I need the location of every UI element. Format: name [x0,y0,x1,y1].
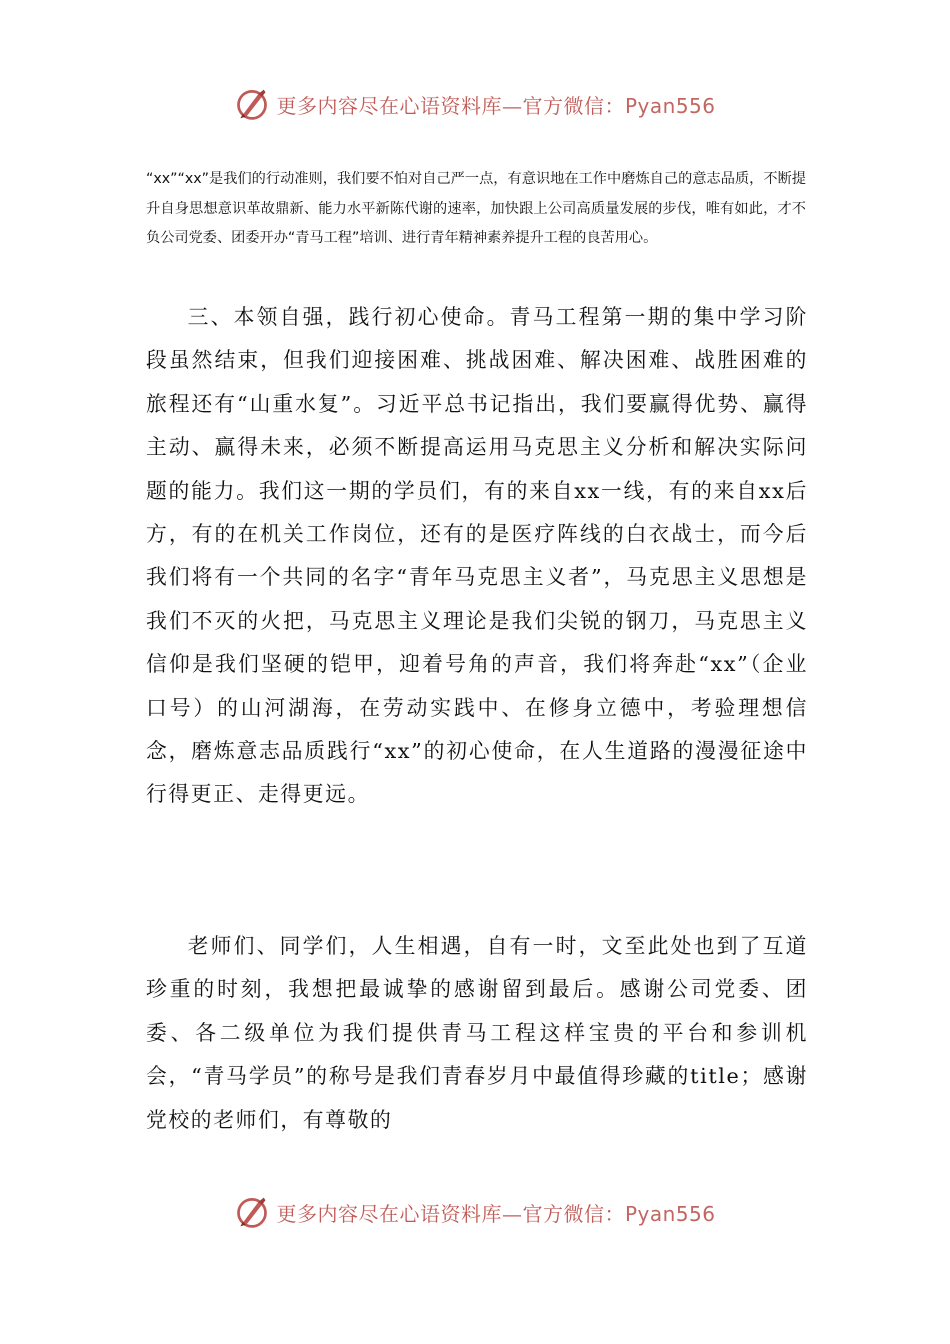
watermark-text [276,90,715,119]
watermark-label: 更多内容尽在心语资料库—官方微信： [276,93,625,118]
closing-block [146,925,808,1142]
section-three-paragraph: 三、本领自强，践行初心使命。青马工程第一期的集中学习阶段虽然结束，但我们迎接困难、挑战困难、解决困难、战胜困难的旅程还有“山重水复”。习近平总书记指出，我们要赢得优势、赢得主动、赢得未来，必须不断提高运用马克思主义分析和解决实际问题的能力。我们这一期的学员们，有的来自xx一线，有的来自xx后方，有的在机关工作岗位，还有的是医疗阵线的白衣战士，而今后我们将有一个共同的名字“青年马克思主义者”，马克思主义思想是我们不灭的火把，马克思主义理论是我们尖锐的钢刀，马克思主义信仰是我们坚硬的铠甲，迎着号角的声音，我们将奔赴“xx”（企业口号）的山河湖海，在劳动实践中、在修身立德中，考验理想信念，磨炼意志品质践行“xx”的初心使命，在人生道路的漫漫征途中行得更正、走得更远。 [146,305,808,807]
watermark-label: 更多内容尽在心语资料库—官方微信： [276,1201,625,1226]
pen-logo-icon [234,1194,270,1230]
section-three-block [146,296,808,817]
closing-paragraph: 老师们、同学们，人生相遇，自有一时，文至此处也到了互道珍重的时刻，我想把最诚挚的感谢留到最后。感谢公司党委、团委、各二级单位为我们提供青马工程这样宝贵的平台和参训机会，“青马学员”的称号是我们青春岁月中最值得珍藏的title；感谢党校的老师们，有尊敬的 [146,934,808,1132]
watermark-text [276,1198,715,1227]
footer-watermark [0,1190,950,1234]
intro-paragraph: “xx”“xx”是我们的行动准则，我们要不怕对自己严一点，有意识地在工作中磨炼自己的意志品质，不断提升自身思想意识革故鼎新、能力水平新陈代谢的速率，加快跟上公司高质量发展的步伐，唯有如此，才不负公司党委、团委开办“青马工程”培训、进行青年精神素养提升工程的良苦用心。 [146,171,806,246]
intro-paragraph-block [146,165,806,254]
watermark-wechat-id: Pyan556 [624,1201,716,1226]
pen-logo-icon [234,86,270,122]
header-watermark [0,82,950,126]
watermark-wechat-id: Pyan556 [624,93,716,118]
